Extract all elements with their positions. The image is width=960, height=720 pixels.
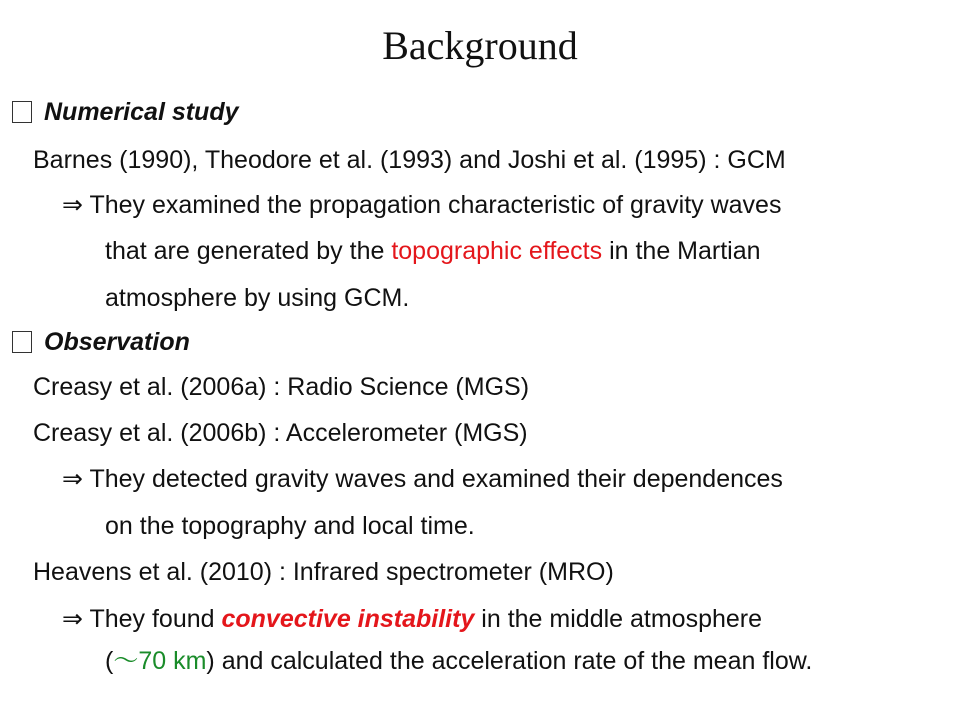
text-span: in the Martian: [602, 237, 761, 265]
text-line: [62, 604, 762, 634]
text-line: Barnes (1990), Theodore et al. (1993) and Joshi et al. (1995) : GCM: [33, 146, 786, 174]
section-heading-numerical-study: [12, 97, 239, 127]
text-span: ) and calculated the acceleration rate of the mean flow.: [206, 647, 813, 675]
text-line: atmosphere by using GCM.: [105, 284, 410, 312]
section-heading-label: Numerical study: [44, 98, 239, 126]
text-line: on the topography and local time.: [105, 512, 475, 540]
slide-title: Background: [382, 23, 578, 68]
box-bullet-icon: [12, 331, 32, 353]
text-span: (: [105, 647, 114, 675]
section-heading-label: Observation: [44, 328, 190, 356]
highlight-altitude: 〜70 km: [113, 647, 207, 675]
box-bullet-icon: [12, 101, 32, 123]
highlight-topographic-effects: topographic effects: [391, 237, 603, 265]
text-line: [105, 236, 761, 266]
text-line: [105, 646, 812, 676]
text-line: ⇒ They examined the propagation characteristic of gravity waves: [62, 191, 782, 219]
highlight-convective-instability: convective instability: [221, 605, 475, 633]
section-heading-observation: [12, 327, 190, 357]
text-line: Creasy et al. (2006b) : Accelerometer (MGS): [33, 419, 528, 447]
text-line: Creasy et al. (2006a) : Radio Science (MGS): [33, 373, 530, 401]
text-line: Heavens et al. (2010) : Infrared spectrometer (MRO): [33, 558, 614, 586]
text-span: ⇒ They found: [62, 605, 222, 633]
text-line: ⇒ They detected gravity waves and examined their dependences: [62, 465, 783, 493]
text-span: that are generated by the: [105, 237, 392, 265]
text-span: in the middle atmosphere: [474, 605, 763, 633]
